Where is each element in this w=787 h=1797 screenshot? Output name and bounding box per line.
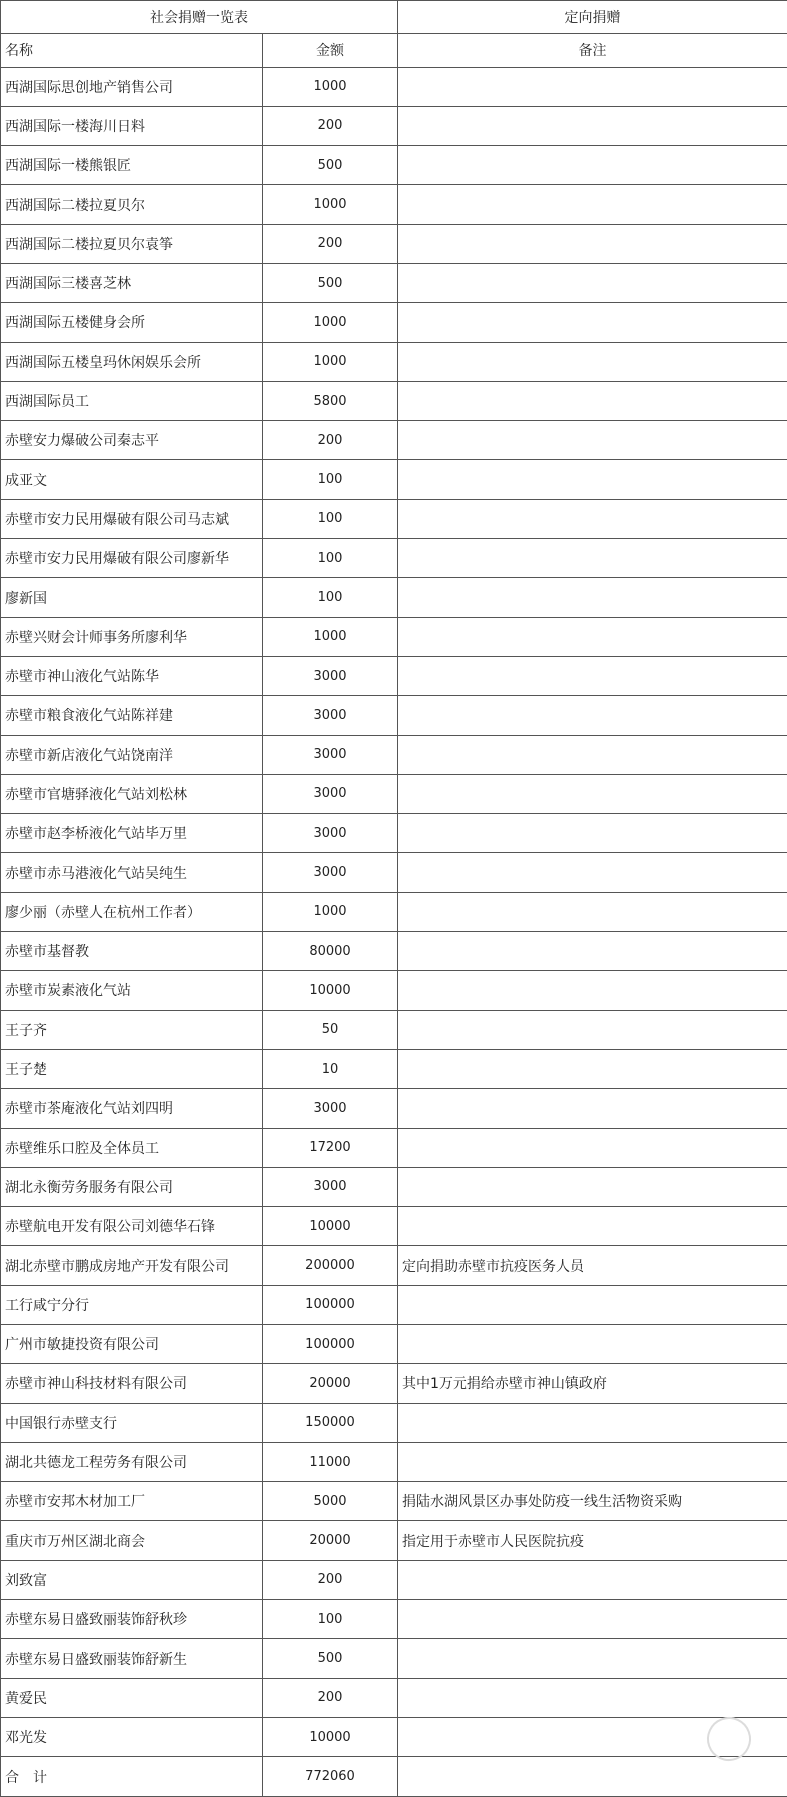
donor-name: 王子齐 — [1, 1010, 263, 1049]
donation-amount: 100 — [263, 539, 398, 578]
table-row — [1, 932, 787, 971]
table-row — [1, 1560, 787, 1599]
donor-name: 赤壁东易日盛致丽装饰舒新生 — [1, 1639, 263, 1678]
donor-name: 西湖国际五楼健身会所 — [1, 303, 263, 342]
total-row — [1, 1757, 787, 1797]
donation-amount: 10 — [263, 1049, 398, 1088]
donation-amount: 3000 — [263, 1167, 398, 1206]
donor-name: 赤壁市安力民用爆破有限公司马志斌 — [1, 499, 263, 538]
table-row — [1, 185, 787, 224]
donation-amount: 200 — [263, 421, 398, 460]
table-row — [1, 1246, 787, 1285]
donor-name: 西湖国际三楼喜芝林 — [1, 263, 263, 302]
table-row — [1, 1639, 787, 1678]
donation-amount: 200 — [263, 1560, 398, 1599]
donor-name: 赤壁市新店液化气站饶南洋 — [1, 735, 263, 774]
donor-name: 成亚文 — [1, 460, 263, 499]
donor-name: 西湖国际一楼海川日料 — [1, 106, 263, 145]
donor-name: 广州市敏捷投资有限公司 — [1, 1325, 263, 1364]
table-row — [1, 1717, 787, 1756]
donation-note: 其中1万元捐给赤壁市神山镇政府 — [398, 1364, 787, 1403]
donation-note — [398, 1285, 787, 1324]
table-row — [1, 1167, 787, 1206]
table-row — [1, 381, 787, 420]
table-row — [1, 1482, 787, 1521]
donation-note — [398, 67, 787, 106]
column-header-amount: 金额 — [263, 34, 398, 67]
table-row — [1, 1128, 787, 1167]
donor-name: 廖少丽（赤壁人在杭州工作者） — [1, 892, 263, 931]
table-row — [1, 224, 787, 263]
donation-amount: 3000 — [263, 1089, 398, 1128]
donation-note — [398, 774, 787, 813]
donation-note — [398, 696, 787, 735]
donation-note — [398, 1442, 787, 1481]
donor-name: 湖北永衡劳务服务有限公司 — [1, 1167, 263, 1206]
donation-note — [398, 303, 787, 342]
table-row — [1, 342, 787, 381]
column-header-note: 备注 — [398, 34, 787, 67]
table-row — [1, 971, 787, 1010]
donation-amount: 20000 — [263, 1521, 398, 1560]
donation-note — [398, 892, 787, 931]
donation-amount: 10000 — [263, 1207, 398, 1246]
donation-note — [398, 224, 787, 263]
table-row — [1, 460, 787, 499]
table-row — [1, 1600, 787, 1639]
table-row — [1, 892, 787, 931]
table-row — [1, 1521, 787, 1560]
donation-note — [398, 1010, 787, 1049]
donor-name: 重庆市万州区湖北商会 — [1, 1521, 263, 1560]
table-row — [1, 656, 787, 695]
donation-amount: 3000 — [263, 696, 398, 735]
donation-note — [398, 342, 787, 381]
donation-amount: 5800 — [263, 381, 398, 420]
donation-note — [398, 499, 787, 538]
donation-amount: 50 — [263, 1010, 398, 1049]
table-row — [1, 814, 787, 853]
donor-name: 赤壁市赵李桥液化气站毕万里 — [1, 814, 263, 853]
donation-amount: 3000 — [263, 814, 398, 853]
table-row — [1, 1325, 787, 1364]
donation-amount: 100 — [263, 1600, 398, 1639]
donation-amount: 200 — [263, 1678, 398, 1717]
donation-amount: 100000 — [263, 1325, 398, 1364]
total-label: 合 计 — [1, 1757, 263, 1797]
donation-amount: 17200 — [263, 1128, 398, 1167]
table-title: 社会捐赠一览表 — [1, 1, 398, 34]
table-row — [1, 539, 787, 578]
table-row — [1, 853, 787, 892]
table-row — [1, 1049, 787, 1088]
donor-name: 赤壁市基督教 — [1, 932, 263, 971]
donation-amount: 3000 — [263, 853, 398, 892]
donation-amount: 500 — [263, 1639, 398, 1678]
donation-amount: 1000 — [263, 617, 398, 656]
donation-amount: 11000 — [263, 1442, 398, 1481]
total-amount: 772060 — [263, 1757, 398, 1797]
donor-name: 湖北共德龙工程劳务有限公司 — [1, 1442, 263, 1481]
donor-name: 黄爱民 — [1, 1678, 263, 1717]
donation-note — [398, 578, 787, 617]
table-row — [1, 617, 787, 656]
donor-name: 赤壁市炭素液化气站 — [1, 971, 263, 1010]
donation-amount: 1000 — [263, 185, 398, 224]
donation-note — [398, 1560, 787, 1599]
donation-note — [398, 1639, 787, 1678]
watermark-logo — [689, 1717, 769, 1767]
donation-note — [398, 1403, 787, 1442]
donation-note: 定向捐助赤壁市抗疫医务人员 — [398, 1246, 787, 1285]
donation-amount: 1000 — [263, 67, 398, 106]
donation-amount: 10000 — [263, 1717, 398, 1756]
donation-amount: 1000 — [263, 892, 398, 931]
donor-name: 西湖国际员工 — [1, 381, 263, 420]
donation-amount: 100 — [263, 460, 398, 499]
table-row — [1, 1442, 787, 1481]
donation-note: 捐陆水湖风景区办事处防疫一线生活物资采购 — [398, 1482, 787, 1521]
donor-name: 赤壁维乐口腔及全体员工 — [1, 1128, 263, 1167]
donor-name: 王子楚 — [1, 1049, 263, 1088]
table-title-row — [1, 1, 787, 34]
table-row — [1, 1207, 787, 1246]
donor-name: 西湖国际二楼拉夏贝尔 — [1, 185, 263, 224]
donation-note — [398, 1049, 787, 1088]
donation-amount: 500 — [263, 263, 398, 302]
donor-name: 赤壁市安邦木材加工厂 — [1, 1482, 263, 1521]
donation-note: 指定用于赤壁市人民医院抗疫 — [398, 1521, 787, 1560]
donation-note — [398, 460, 787, 499]
donation-amount: 150000 — [263, 1403, 398, 1442]
donor-name: 西湖国际二楼拉夏贝尔袁筝 — [1, 224, 263, 263]
donor-name: 湖北赤壁市鹏成房地产开发有限公司 — [1, 1246, 263, 1285]
donor-name: 赤壁市安力民用爆破有限公司廖新华 — [1, 539, 263, 578]
donation-amount: 1000 — [263, 342, 398, 381]
donor-name: 赤壁市赤马港液化气站吴纯生 — [1, 853, 263, 892]
donation-note — [398, 381, 787, 420]
column-header-row — [1, 34, 787, 67]
donation-note — [398, 853, 787, 892]
donation-amount: 1000 — [263, 303, 398, 342]
table-row — [1, 67, 787, 106]
donation-note — [398, 1678, 787, 1717]
donation-note — [398, 1167, 787, 1206]
donation-amount: 80000 — [263, 932, 398, 971]
donation-note — [398, 656, 787, 695]
donation-note — [398, 617, 787, 656]
donor-name: 西湖国际思创地产销售公司 — [1, 67, 263, 106]
table-row — [1, 1364, 787, 1403]
donor-name: 赤壁市粮食液化气站陈祥建 — [1, 696, 263, 735]
donation-note — [398, 106, 787, 145]
donation-note — [398, 185, 787, 224]
table-row — [1, 1403, 787, 1442]
donation-note — [398, 539, 787, 578]
donation-note — [398, 146, 787, 185]
donation-note — [398, 1089, 787, 1128]
donation-note — [398, 1325, 787, 1364]
table-row — [1, 1678, 787, 1717]
donation-amount: 3000 — [263, 656, 398, 695]
donor-name: 赤壁安力爆破公司秦志平 — [1, 421, 263, 460]
donation-note — [398, 814, 787, 853]
donation-note — [398, 1128, 787, 1167]
donation-note — [398, 1600, 787, 1639]
directed-donation-title: 定向捐赠 — [398, 1, 787, 34]
table-row — [1, 303, 787, 342]
donation-amount: 10000 — [263, 971, 398, 1010]
donation-amount: 5000 — [263, 1482, 398, 1521]
donation-note — [398, 735, 787, 774]
donation-amount: 100000 — [263, 1285, 398, 1324]
donation-amount: 200000 — [263, 1246, 398, 1285]
table-row — [1, 578, 787, 617]
donation-amount: 100 — [263, 499, 398, 538]
donation-amount: 500 — [263, 146, 398, 185]
donor-name: 赤壁市茶庵液化气站刘四明 — [1, 1089, 263, 1128]
donation-amount: 3000 — [263, 735, 398, 774]
table-row — [1, 774, 787, 813]
column-header-name: 名称 — [1, 34, 263, 67]
donation-amount: 200 — [263, 224, 398, 263]
table-row — [1, 1010, 787, 1049]
table-row — [1, 106, 787, 145]
table-row — [1, 499, 787, 538]
donation-amount: 100 — [263, 578, 398, 617]
donor-name: 西湖国际一楼熊银匠 — [1, 146, 263, 185]
donor-name: 赤壁市官塘驿液化气站刘松林 — [1, 774, 263, 813]
donor-name: 中国银行赤壁支行 — [1, 1403, 263, 1442]
donation-amount: 200 — [263, 106, 398, 145]
donation-amount: 3000 — [263, 774, 398, 813]
table-row — [1, 1285, 787, 1324]
table-row — [1, 146, 787, 185]
donation-note — [398, 932, 787, 971]
donation-note — [398, 971, 787, 1010]
table-row — [1, 421, 787, 460]
donor-name: 西湖国际五楼皇玛休闲娱乐会所 — [1, 342, 263, 381]
donor-name: 赤壁航电开发有限公司刘德华石锋 — [1, 1207, 263, 1246]
donor-name: 赤壁兴财会计师事务所廖利华 — [1, 617, 263, 656]
donor-name: 赤壁东易日盛致丽装饰舒秋珍 — [1, 1600, 263, 1639]
donor-name: 工行咸宁分行 — [1, 1285, 263, 1324]
table-row — [1, 263, 787, 302]
donor-name: 邓光发 — [1, 1717, 263, 1756]
donation-note — [398, 263, 787, 302]
donation-note — [398, 1207, 787, 1246]
donor-name: 廖新国 — [1, 578, 263, 617]
donor-name: 刘致富 — [1, 1560, 263, 1599]
donation-note — [398, 421, 787, 460]
table-row — [1, 696, 787, 735]
donation-amount: 20000 — [263, 1364, 398, 1403]
donor-name: 赤壁市神山科技材料有限公司 — [1, 1364, 263, 1403]
table-row — [1, 735, 787, 774]
watermark-seal-icon — [701, 1711, 757, 1767]
table-row — [1, 1089, 787, 1128]
donor-name: 赤壁市神山液化气站陈华 — [1, 656, 263, 695]
